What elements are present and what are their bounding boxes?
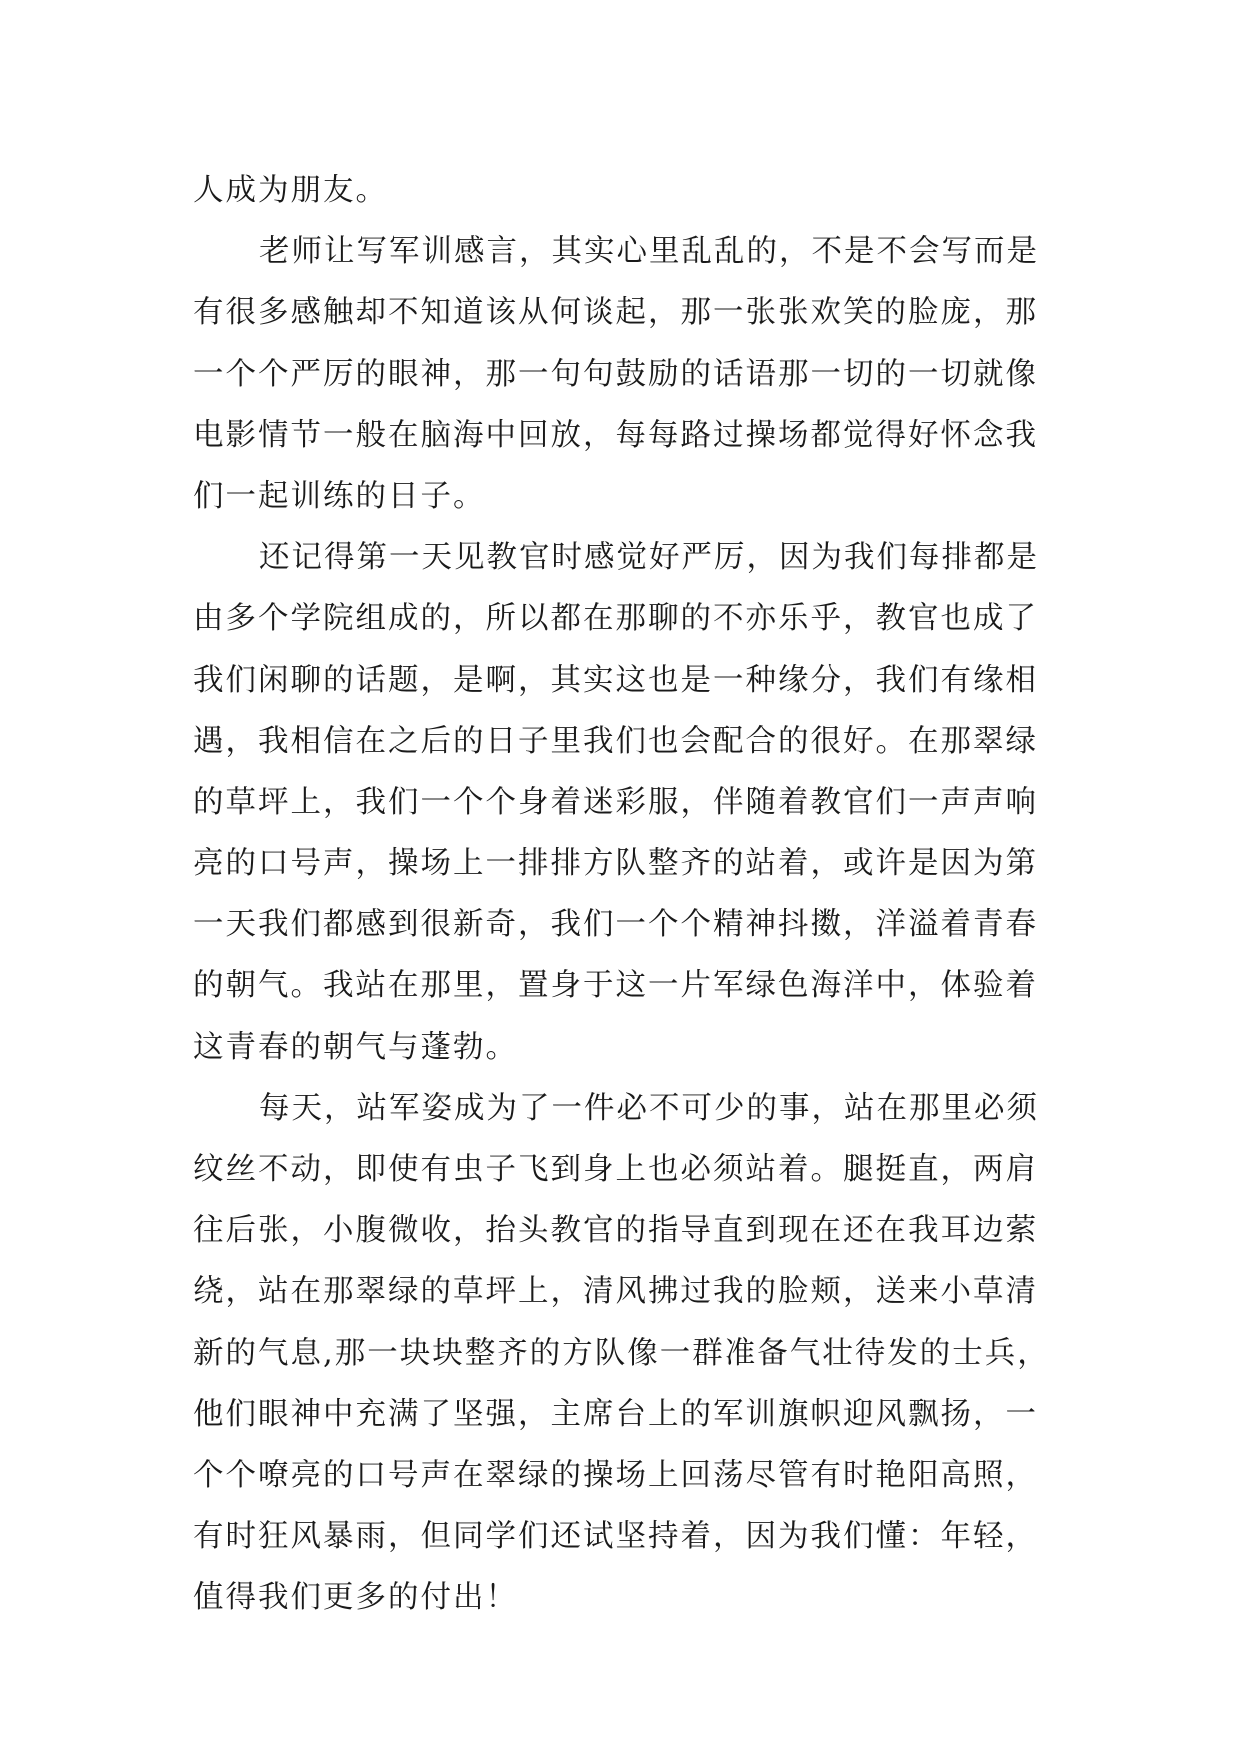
text-line: 电影情节一般在脑海中回放，每每路过操场都觉得好怀念我 — [193, 417, 1038, 453]
text-line: 老师让写军训感言，其实心里乱乱的，不是不会写而是 — [259, 234, 1039, 270]
text-line: 由多个学院组成的，所以都在那聊的不亦乐乎，教官也成了 — [193, 601, 1038, 637]
text-line: 亮的口号声，操场上一排排方队整齐的站着，或许是因为第 — [193, 846, 1038, 882]
text-line: 有时狂风暴雨，但同学们还试坚持着，因为我们懂：年轻， — [193, 1519, 1038, 1555]
text-line: 新的气息,那一块块整齐的方队像一群准备气壮待发的士兵， — [193, 1335, 1050, 1371]
text-line: 他们眼神中充满了坚强，主席台上的军训旗帜迎风飘扬，一 — [193, 1396, 1038, 1432]
text-line: 纹丝不动，即使有虫子飞到身上也必须站着。腿挺直，两肩 — [193, 1152, 1038, 1187]
text-line: 一个个严厉的眼神，那一句句鼓励的话语那一切的一切就像 — [193, 356, 1038, 392]
text-line: 人成为朋友。 — [193, 173, 388, 208]
text-line: 一天我们都感到很新奇，我们一个个精神抖擞，洋溢着青春 — [193, 907, 1038, 943]
text-line: 我们闲聊的话题，是啊，其实这也是一种缘分，我们有缘相 — [193, 662, 1038, 698]
text-line: 遇，我相信在之后的日子里我们也会配合的很好。在那翠绿 — [193, 723, 1038, 759]
document-body — [193, 160, 1053, 1629]
text-line: 往后张，小腹微收，抬头教官的指导直到现在还在我耳边萦 — [193, 1213, 1038, 1249]
text-line: 这青春的朝气与蓬勃。 — [193, 1029, 518, 1065]
text-line: 的朝气。我站在那里，置身于这一片军绿色海洋中，体验着 — [193, 968, 1038, 1004]
text-line: 还记得第一天见教官时感觉好严厉，因为我们每排都是 — [259, 540, 1039, 576]
text-line: 们一起训练的日子。 — [193, 478, 486, 514]
text-line: 个个嘹亮的口号声在翠绿的操场上回荡尽管有时艳阳高照， — [193, 1457, 1038, 1493]
text-line: 的草坪上，我们一个个身着迷彩服，伴随着教官们一声声响 — [193, 784, 1038, 820]
text-line: 有很多感触却不知道该从何谈起，那一张张欢笑的脸庞，那 — [193, 295, 1038, 331]
text-line: 值得我们更多的付出！ — [193, 1580, 518, 1616]
text-line: 每天，站军姿成为了一件必不可少的事，站在那里必须 — [259, 1090, 1039, 1126]
text-line: 绕，站在那翠绿的草坪上，清风拂过我的脸颊，送来小草清 — [193, 1274, 1038, 1310]
